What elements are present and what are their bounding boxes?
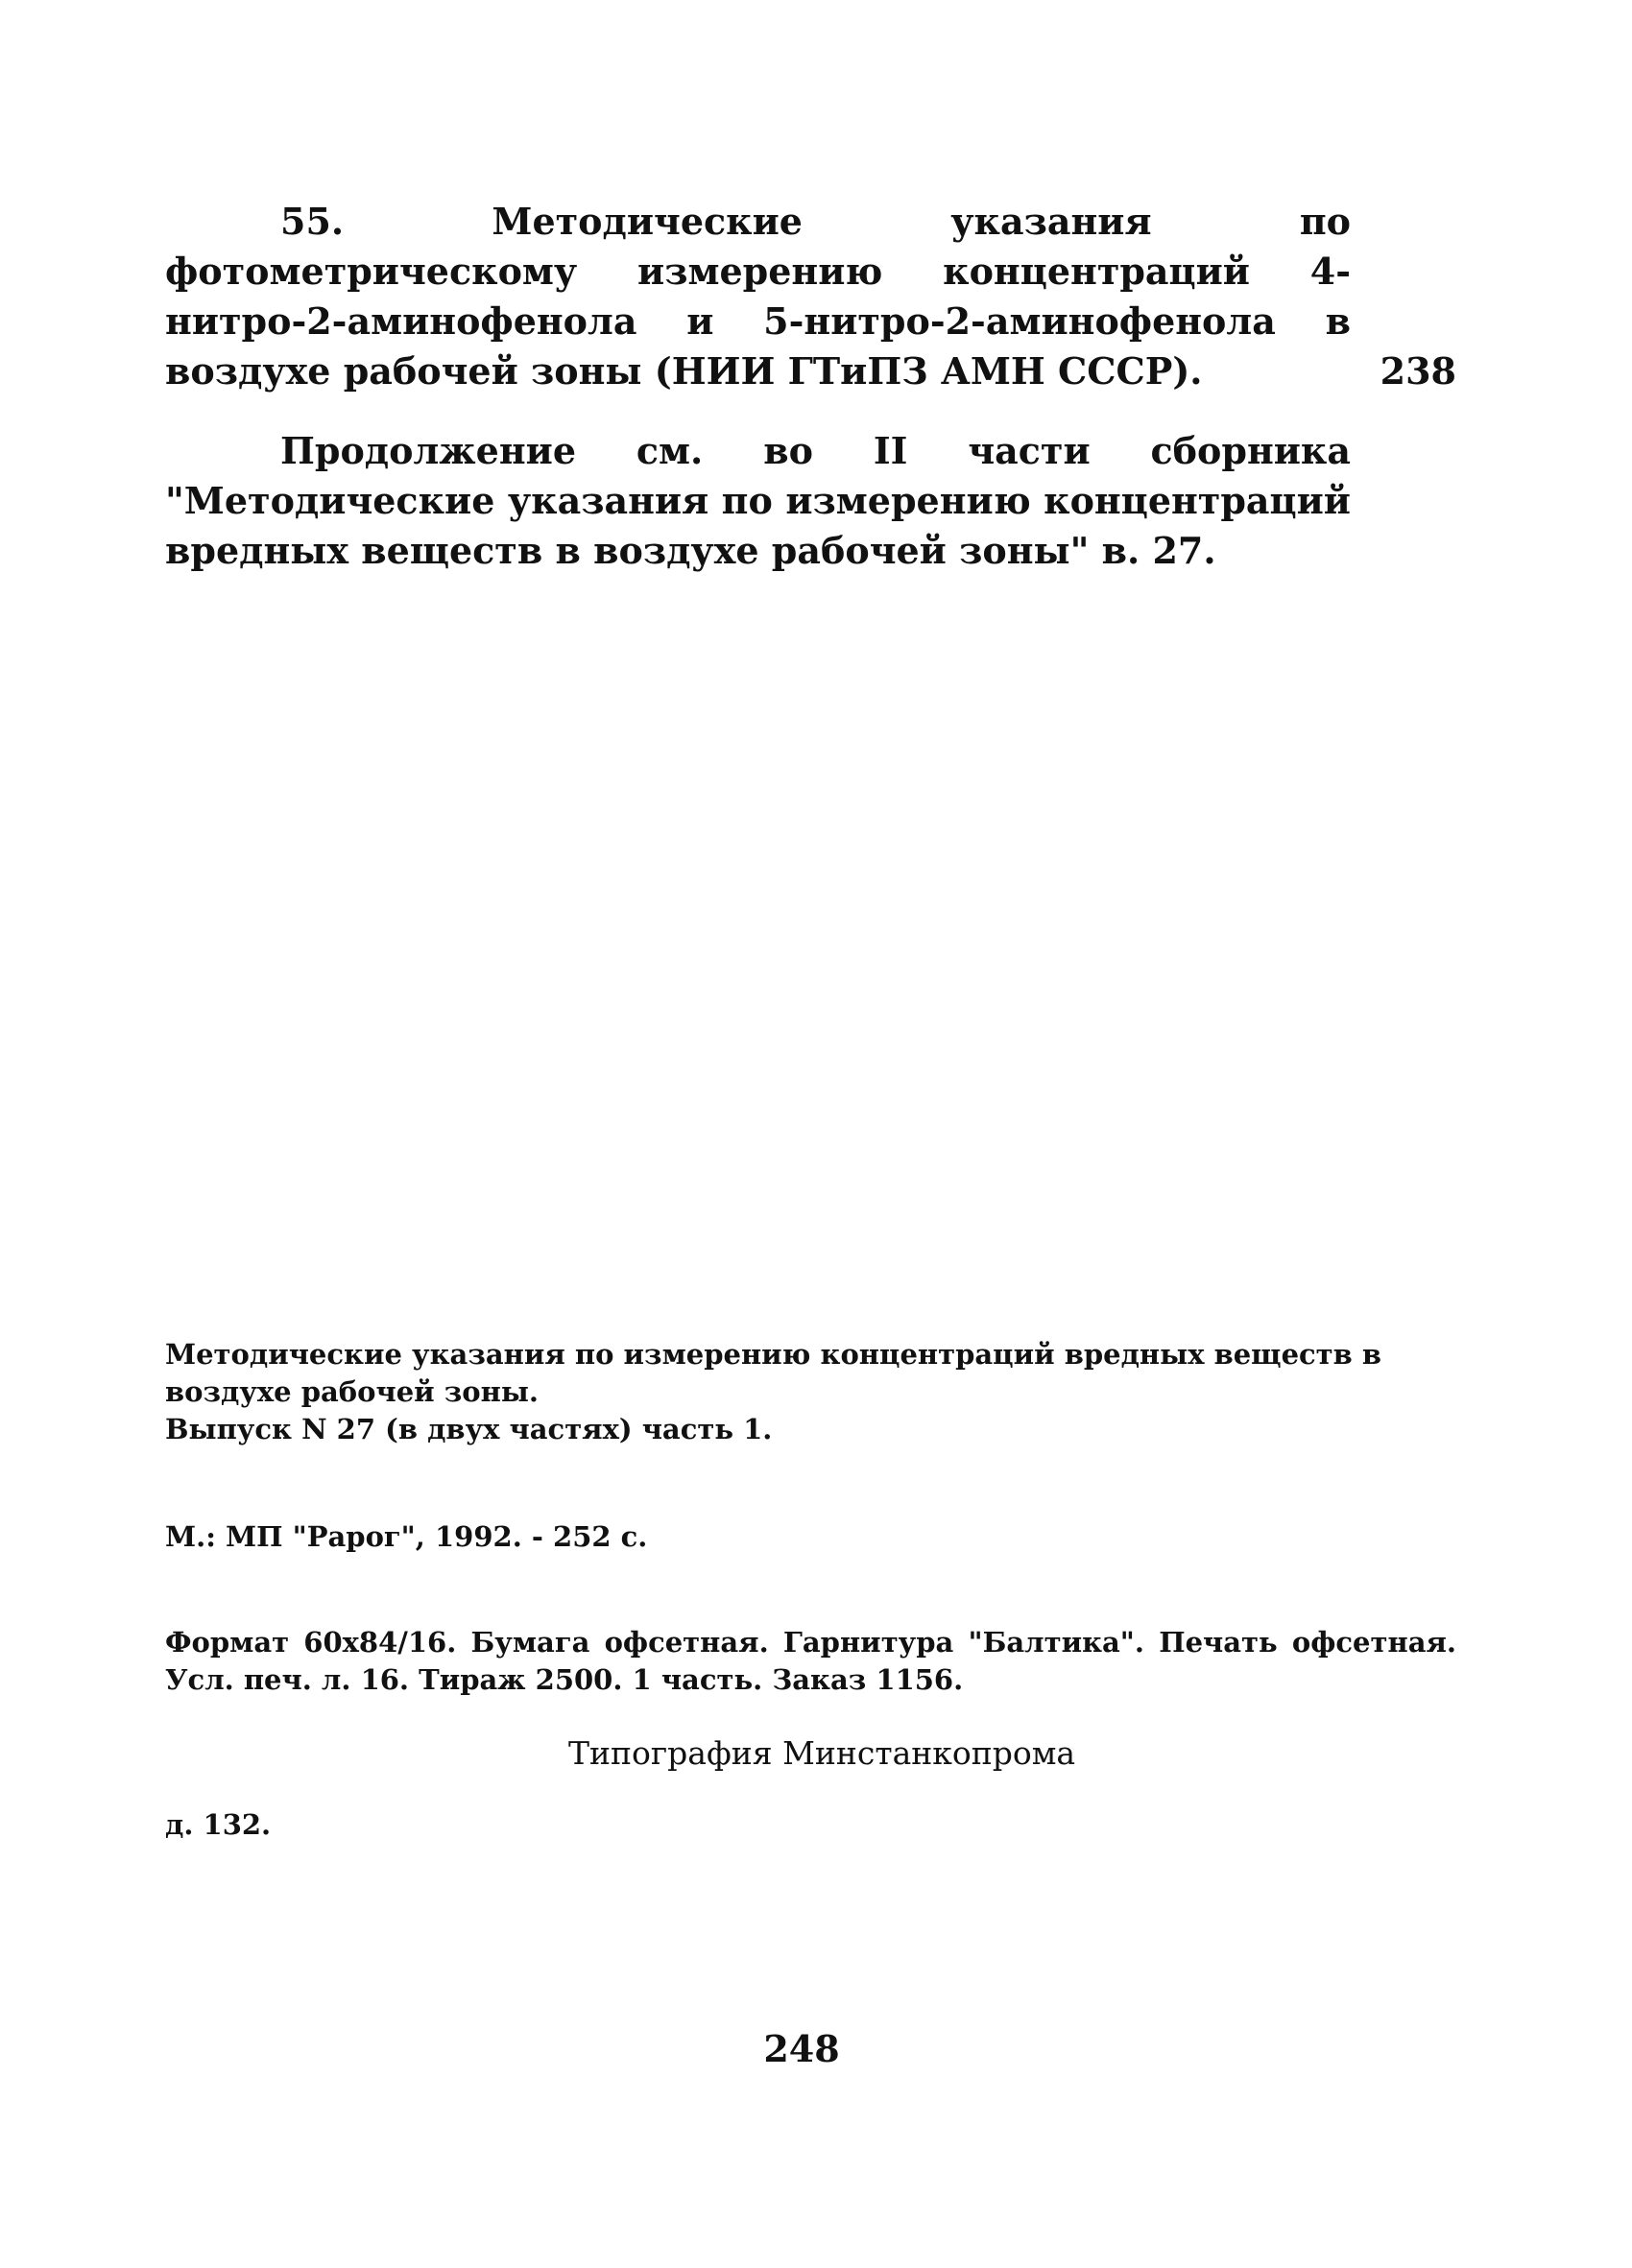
toc-entry-page-number: 238 xyxy=(1380,349,1456,393)
continuation-note: Продолжение см. во II части сборника "Методические указания по измерению концентраций вредных веществ в воздухе рабочей зоны" в. 27. xyxy=(165,429,1351,572)
imprint-title: Методические указания по измерению концентраций вредных веществ в воздухе рабочей зоны. xyxy=(165,1338,1382,1408)
page-number: 248 xyxy=(763,2027,840,2070)
printer-name: Типография Минстанкопрома xyxy=(568,1734,1076,1772)
toc-entry-text: 55. Методические указания по фотометрическому измерению концентраций 4-нитро-2-аминофенола и 5-нитро-2-аминофенола в воздухе рабочей зоны (НИИ ГТиПЗ АМН СССР). xyxy=(165,200,1351,393)
imprint-issue: Выпуск N 27 (в двух частях) часть 1. xyxy=(165,1413,773,1445)
toc-entry xyxy=(165,197,1456,396)
printer-address: д. 132. xyxy=(165,1808,272,1841)
imprint-format: Формат 60x84/16. Бумага офсетная. Гарнитура "Балтика". Печать офсетная. Усл. печ. л. 16. Тираж 2500. 1 часть. Заказ 1156. xyxy=(165,1626,1456,1696)
imprint-publisher: М.: МП "Рарог", 1992. - 252 с. xyxy=(165,1520,648,1553)
